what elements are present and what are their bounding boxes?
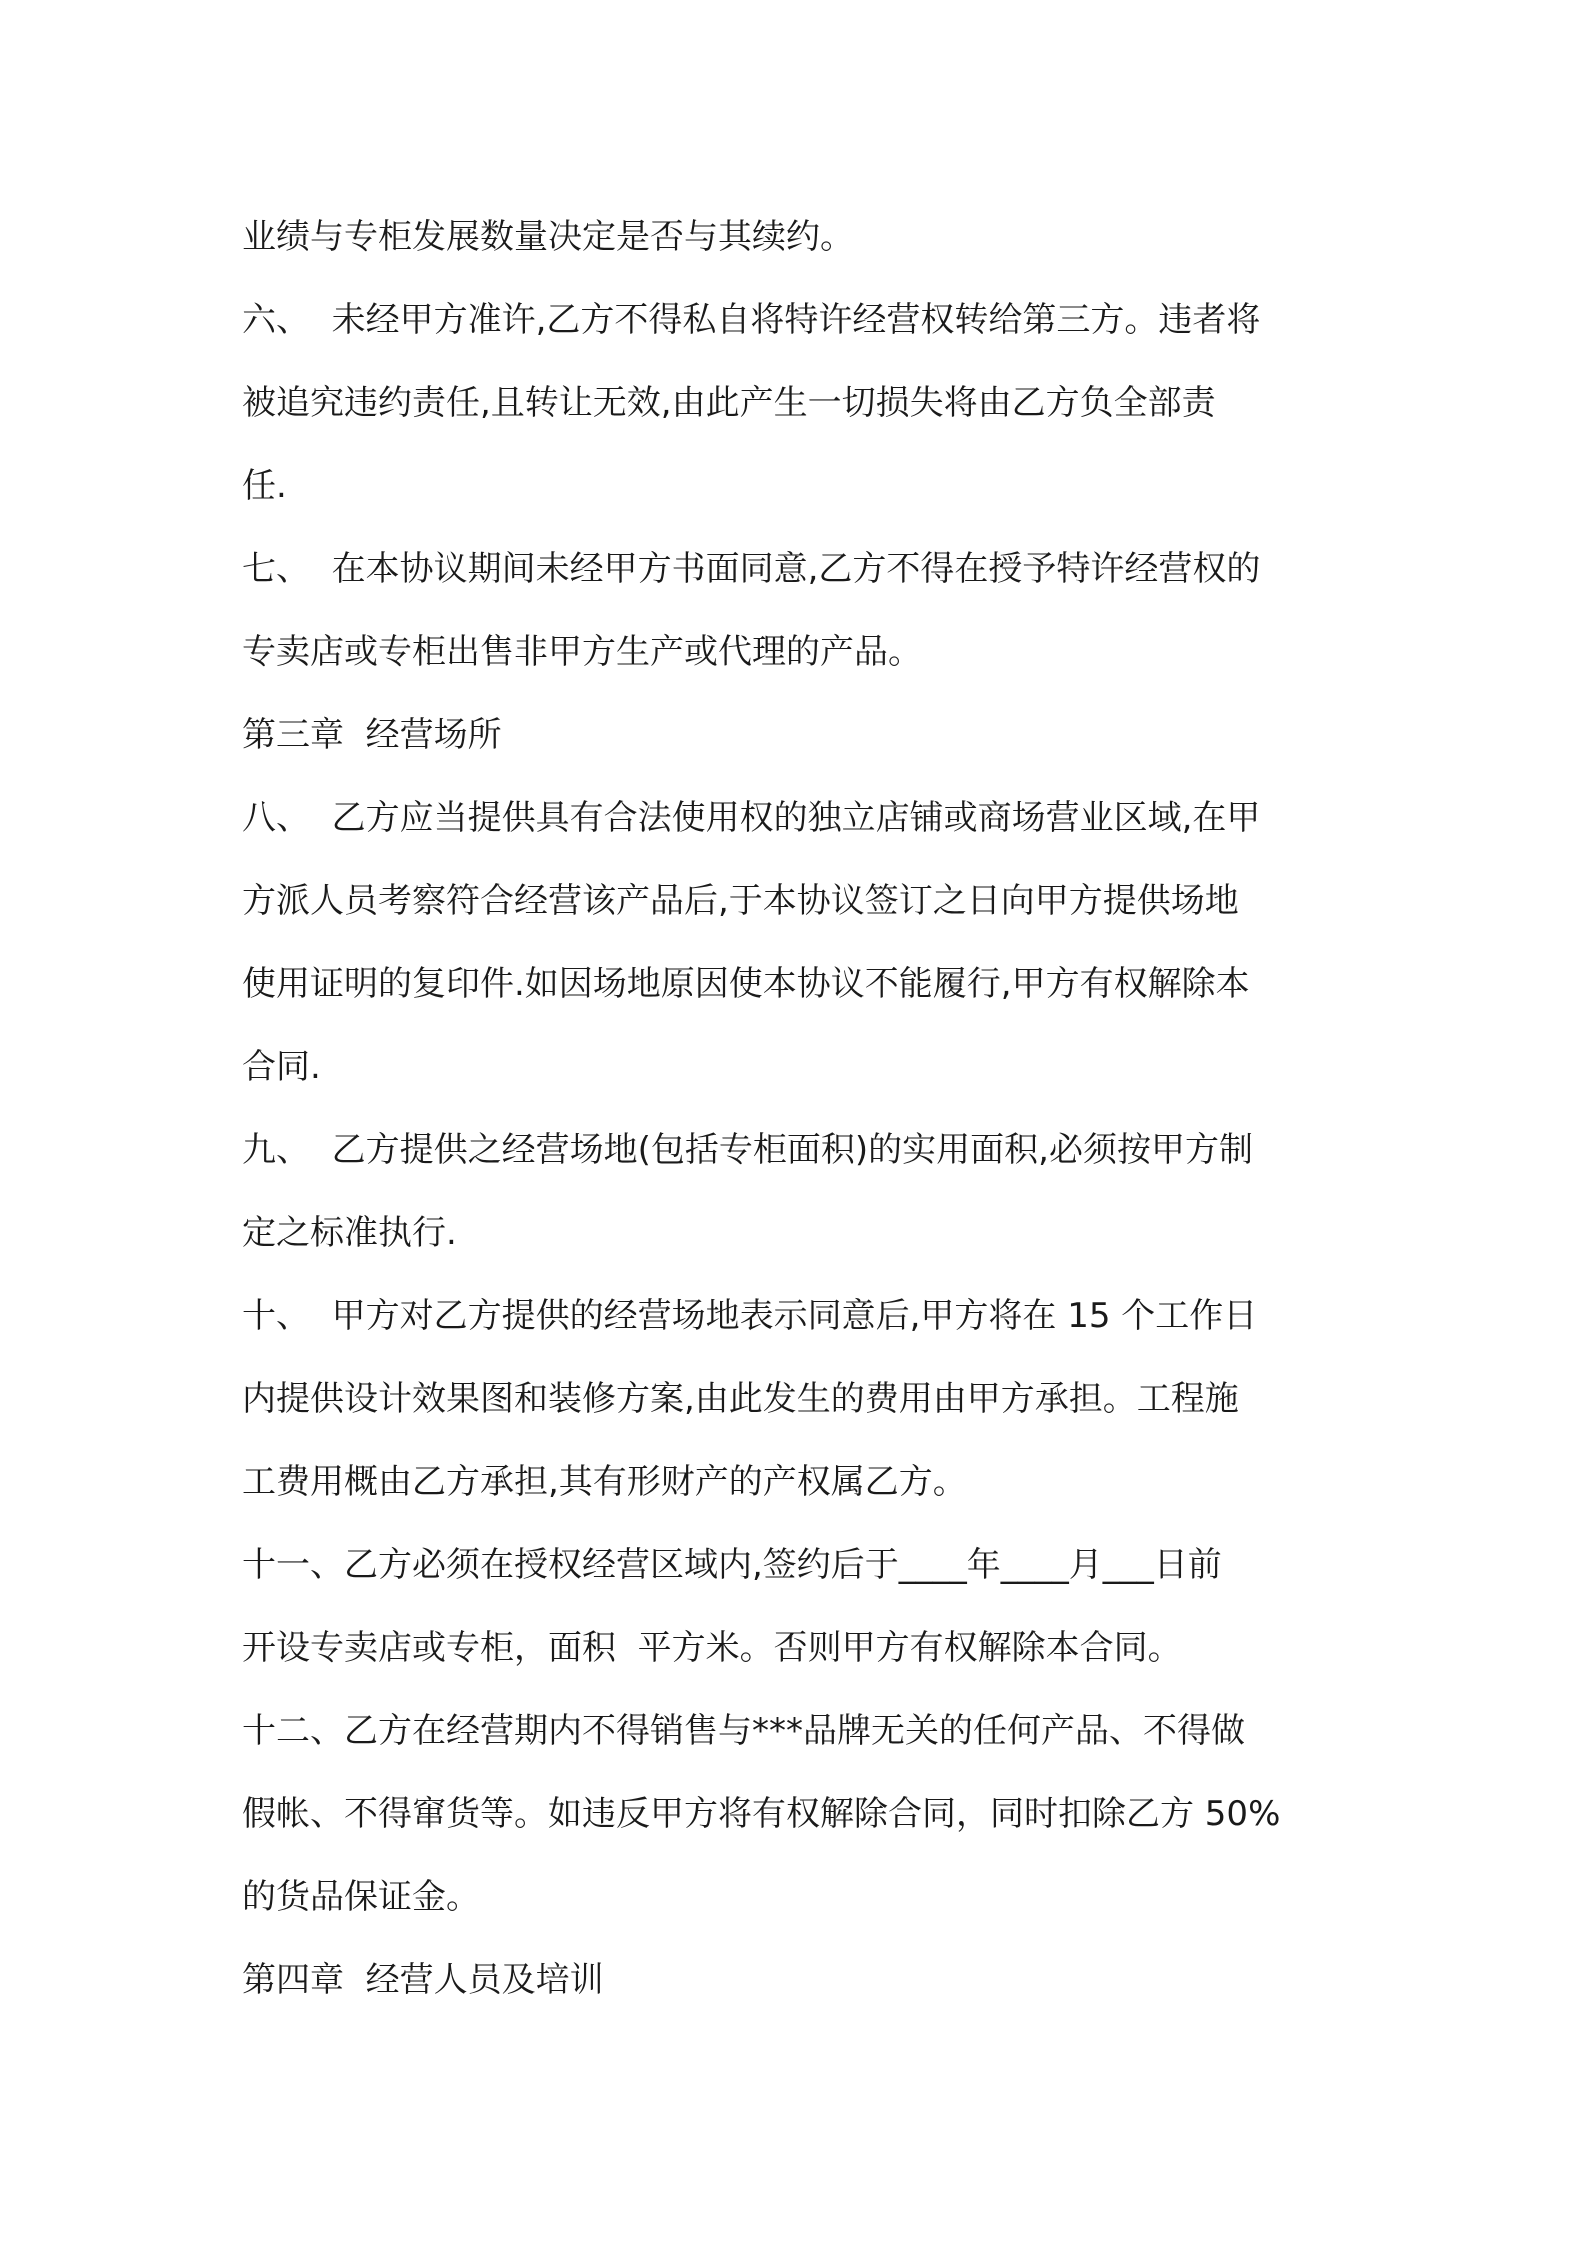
document-body: [242, 196, 1352, 2022]
clause-8-line-4: 合同.: [242, 1047, 321, 1087]
clause-12-line-3: 的货品保证金。: [242, 1877, 480, 1917]
clause-7-line-1: 七、 在本协议期间未经甲方书面同意,乙方不得在授予特许经营权的: [242, 549, 1261, 589]
clause-12-line-2: 假帐、不得窜货等。如违反甲方将有权解除合同，同时扣除乙方 50%: [242, 1794, 1281, 1834]
clause-6-line-1: 六、 未经甲方准许,乙方不得私自将特许经营权转给第三方。违者将: [242, 300, 1261, 340]
text-line: 业绩与专柜发展数量决定是否与其续约。: [242, 217, 854, 257]
clause-10-line-2: 内提供设计效果图和装修方案,由此发生的费用由甲方承担。工程施: [242, 1379, 1239, 1419]
clause-8-line-1: 八、 乙方应当提供具有合法使用权的独立店铺或商场营业区域,在甲: [242, 798, 1261, 838]
clause-10-line-1: 十、 甲方对乙方提供的经营场地表示同意后,甲方将在 15 个工作日: [242, 1296, 1258, 1336]
clause-8-line-3: 使用证明的复印件.如因场地原因使本协议不能履行,甲方有权解除本: [242, 964, 1250, 1004]
clause-9-line-2: 定之标准执行.: [242, 1213, 457, 1253]
clause-10-line-3: 工费用概由乙方承担,其有形财产的产权属乙方。: [242, 1462, 967, 1502]
clause-6-line-2: 被追究违约责任,且转让无效,由此产生一切损失将由乙方负全部责: [242, 383, 1216, 423]
clause-12-line-1: 十二、乙方在经营期内不得销售与***品牌无关的任何产品、不得做: [242, 1711, 1245, 1751]
chapter-3-heading: 第三章 经营场所: [242, 715, 502, 755]
clause-8-line-2: 方派人员考察符合经营该产品后,于本协议签订之日向甲方提供场地: [242, 881, 1239, 921]
clause-11-line-1: 十一、乙方必须在授权经营区域内,签约后于____年____月___日前: [242, 1545, 1222, 1585]
clause-6-line-3: 任.: [242, 466, 287, 506]
clause-11-line-2: 开设专卖店或专柜，面积 平方米。否则甲方有权解除本合同。: [242, 1628, 1182, 1668]
clause-9-line-1: 九、 乙方提供之经营场地(包括专柜面积)的实用面积,必须按甲方制: [242, 1130, 1253, 1170]
chapter-4-heading: 第四章 经营人员及培训: [242, 1960, 604, 2000]
clause-7-line-2: 专卖店或专柜出售非甲方生产或代理的产品。: [242, 632, 922, 672]
